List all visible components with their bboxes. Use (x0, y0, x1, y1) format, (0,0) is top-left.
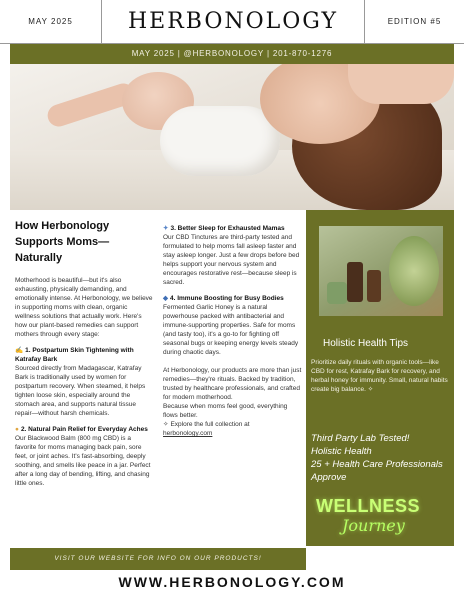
baby-body (160, 106, 280, 176)
closing-line: Because when moms feel good, everything flows better. (163, 403, 288, 419)
sparkle-icon: ✦ (163, 225, 169, 232)
claim-item: Third Party Lab Tested! (311, 433, 410, 444)
wellness-neon-text: WELLNESS (316, 496, 421, 516)
hero-photo-mother-baby (10, 64, 454, 210)
website-url[interactable]: WWW.HERBONOLOGY.COM (118, 574, 346, 590)
bottle-graphic (347, 262, 363, 302)
section-3-body: Our CBD Tinctures are third-party tested and formulated to help moms fall asleep faster and stay asleep longer. Just a few drops before bed helps support your nervous system and encourages restorative rest—because sleep is sacred. (163, 234, 300, 286)
claims-list (311, 432, 451, 484)
sidebar-text: Prioritize daily rituals with organic tools—like CBD for rest, Katrafay Bark for recovery, and herbal honey for immunity. Small, natural habits create big balance. ✧ (311, 359, 448, 393)
mother-arm (348, 64, 454, 104)
article-intro: Motherhood is beautiful—but it's also exhausting, physically demanding, and emotionally intense. At Herbonology, we believe in supporting moms with clean, organic wellness solutions that actually work. Here's how our plant-based remedies can support mothers through every stage: (15, 277, 153, 338)
claim-item: Holistic Health (311, 446, 372, 457)
edition-number: EDITION #5 (364, 0, 464, 44)
newsletter-header (0, 0, 464, 44)
article-column-2 (163, 224, 303, 438)
issue-date: MAY 2025 (0, 0, 102, 44)
section-3-title: ✦ 3. Better Sleep for Exhausted Mamas (163, 225, 285, 232)
article-area (10, 210, 306, 546)
bottle-graphic (367, 270, 381, 302)
section-1-title: ✍ 1. Postpartum Skin Tightening with Katrafay Bark (15, 347, 134, 363)
article-column-1 (15, 218, 153, 488)
brand-title: HERBONOLOGY (127, 9, 339, 34)
article-title: How Herbonology Supports Moms—Naturally (15, 220, 110, 264)
section-2-title: ● 2. Natural Pain Relief for Everyday Aches (15, 426, 148, 433)
claim-item: 25 + Health Care Professionals Approve (311, 459, 443, 483)
closing-paragraph: At Herbonology, our products are more than just remedies—they're rituals. Backed by tradition, trusted by healthcare professionals, and crafted for modern motherhood. (163, 367, 302, 401)
product-photo (319, 226, 443, 316)
footer-bar: VISIT OUR WEBSITE FOR INFO ON OUR PRODUCTS! (10, 548, 306, 570)
herbs-graphic (389, 236, 439, 306)
section-4-title: ◆ 4. Immune Boosting for Busy Bodies (163, 295, 284, 302)
sparkle-icon: ✧ (163, 421, 169, 428)
contact-bar: MAY 2025 | @HERBONOLOGY | 201-870-1276 (10, 44, 454, 64)
journey-neon-text: Journey (342, 516, 405, 535)
pencil-icon: ✍ (15, 347, 24, 354)
section-2-body: Our Blackwood Balm (800 mg CBD) is a favorite for moms managing back pain, sore feet, or joint aches. It's fast-absorbing, deeply soothing, and smells like peace in a jar. Perfect after a long day of bending, lifting, and chasing little ones. (15, 435, 151, 487)
section-1-body: Sourced directly from Madagascar, Katrafay Bark is traditionally used by women for postpartum recovery. When steamed, it helps tighten loose skin, especially around the stomach area, and supports natural tissue repair—without harsh chemicals. (15, 365, 146, 417)
jar-graphic (327, 282, 347, 304)
explore-line: ✧ Explore the full collection at herbonology.com (163, 421, 250, 437)
bullet-icon: ● (15, 426, 19, 433)
section-4-body: Fermented Garlic Honey is a natural powerhouse packed with antibacterial and immune-supporting properties. Safe for moms (and tasty too), it's a go-to for fighting off seasonal bugs or keeping energy levels steady during chaotic days. (163, 304, 299, 356)
sidebar-title: Holistic Health Tips (323, 338, 409, 349)
shield-icon: ◆ (163, 295, 168, 302)
website-link[interactable]: herbonology.com (163, 430, 213, 437)
sidebar-panel (306, 210, 454, 546)
